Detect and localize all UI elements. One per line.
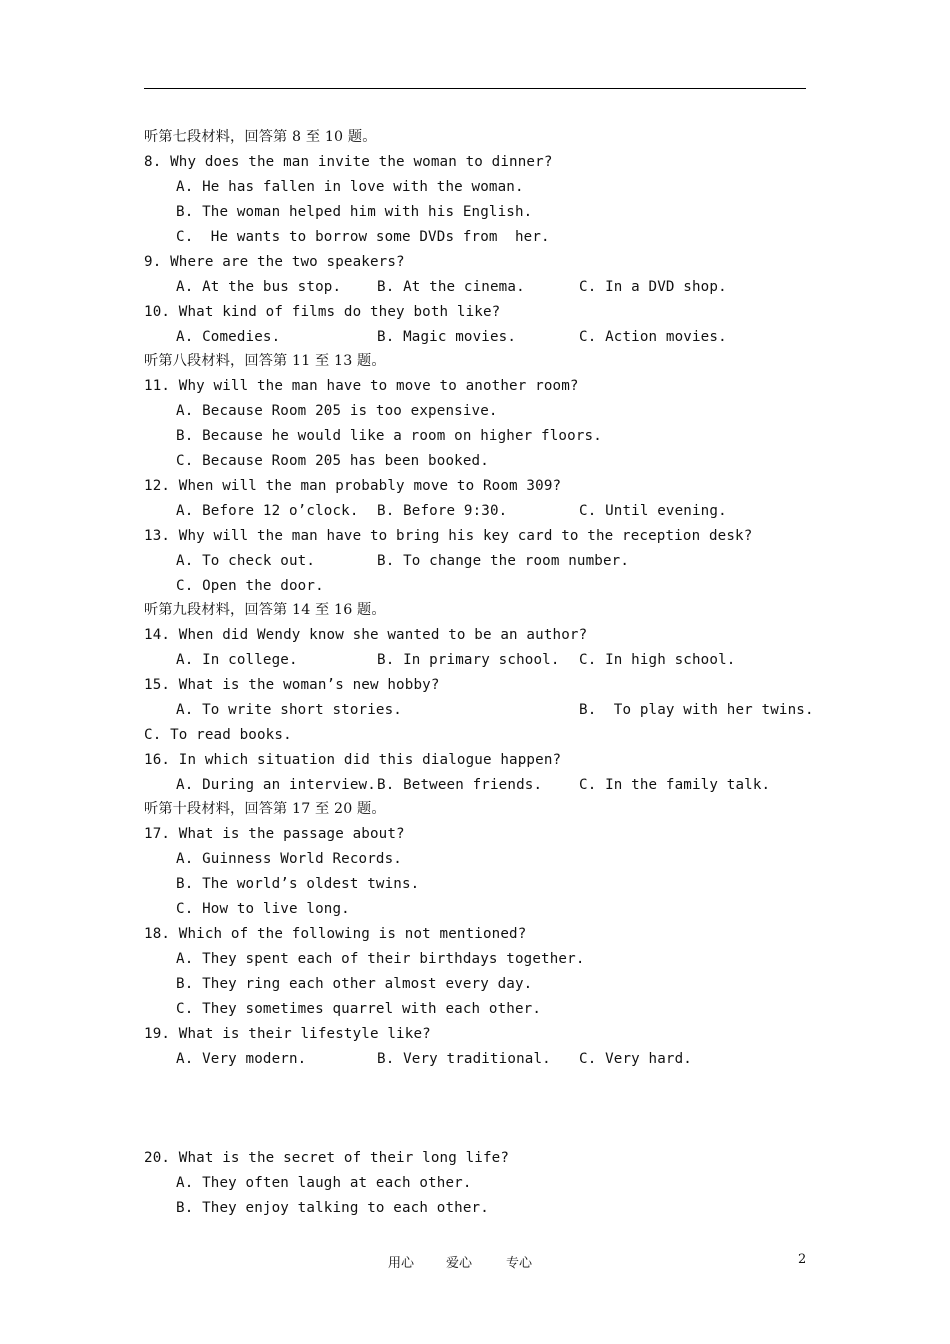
option: A. Very modern. (176, 1051, 307, 1067)
option: C. Until evening. (579, 503, 727, 519)
question-stem: 8. Why does the man invite the woman to dinner? (144, 154, 553, 170)
option: B. They ring each other almost every day. (176, 976, 533, 992)
option: B. At the cinema. (377, 279, 525, 295)
option: A. To check out. (176, 553, 316, 569)
option: C. In a DVD shop. (579, 279, 727, 295)
option: A. At the bus stop. (176, 279, 342, 295)
option: C. How to live long. (176, 901, 350, 917)
option: C. Open the door. (176, 578, 324, 594)
option: B. In primary school. (377, 652, 560, 668)
option: B. Magic movies. (377, 329, 517, 345)
question-stem: 12. When will the man probably move to Room 309? (144, 478, 562, 494)
option: C. In the family talk. (579, 777, 771, 793)
option: B. Between friends. (377, 777, 543, 793)
section-heading: 听第七段材料，回答第 8 至 10 题。 (144, 129, 377, 145)
footer-motto: 爱心 (446, 1256, 473, 1271)
option: B. They enjoy talking to each other. (176, 1200, 489, 1216)
option: A. During an interview. (176, 777, 376, 793)
option: C. Very hard. (579, 1051, 692, 1067)
question-stem: 18. Which of the following is not mentioned? (144, 926, 527, 942)
question-stem: 17. What is the passage about? (144, 826, 405, 842)
question-stem: 16. In which situation did this dialogue happen? (144, 752, 562, 768)
option: C. Action movies. (579, 329, 727, 345)
question-stem: 19. What is their lifestyle like? (144, 1026, 431, 1042)
option: B. To change the room number. (377, 553, 630, 569)
option: B. Very traditional. (377, 1051, 551, 1067)
option: C. Because Room 205 has been booked. (176, 453, 489, 469)
option: B. Because he would like a room on higher floors. (176, 428, 602, 444)
option: A. Because Room 205 is too expensive. (176, 403, 498, 419)
footer-motto: 专心 (506, 1256, 533, 1271)
option: C. In high school. (579, 652, 736, 668)
option: B. Before 9:30. (377, 503, 508, 519)
option: A. Guinness World Records. (176, 851, 402, 867)
page-number: 2 (798, 1252, 807, 1267)
option: A. He has fallen in love with the woman. (176, 179, 524, 195)
question-stem: 9. Where are the two speakers? (144, 254, 405, 270)
section-heading: 听第十段材料，回答第 17 至 20 题。 (144, 801, 386, 817)
footer-motto: 用心 (388, 1256, 415, 1271)
header-rule (144, 88, 806, 89)
option: A. To write short stories. (176, 702, 402, 718)
option: A. They often laugh at each other. (176, 1175, 472, 1191)
option: A. They spent each of their birthdays together. (176, 951, 585, 967)
question-stem: 20. What is the secret of their long life? (144, 1150, 510, 1166)
question-stem: 10. What kind of films do they both like? (144, 304, 501, 320)
option: B. To play with her twins. (579, 702, 814, 718)
option: B. The world’s oldest twins. (176, 876, 420, 892)
option: A. Before 12 o’clock. (176, 503, 359, 519)
section-heading: 听第九段材料，回答第 14 至 16 题。 (144, 602, 386, 618)
option: C. He wants to borrow some DVDs from her. (176, 229, 550, 245)
question-stem: 13. Why will the man have to bring his key card to the reception desk? (144, 528, 753, 544)
option: A. In college. (176, 652, 298, 668)
section-heading: 听第八段材料，回答第 11 至 13 题。 (144, 353, 386, 369)
question-stem: 15. What is the woman’s new hobby? (144, 677, 440, 693)
question-stem: 14. When did Wendy know she wanted to be an author? (144, 627, 588, 643)
option: B. The woman helped him with his English. (176, 204, 533, 220)
option: C. To read books. (144, 727, 292, 743)
option: A. Comedies. (176, 329, 281, 345)
option: C. They sometimes quarrel with each other. (176, 1001, 542, 1017)
question-stem: 11. Why will the man have to move to another room? (144, 378, 579, 394)
